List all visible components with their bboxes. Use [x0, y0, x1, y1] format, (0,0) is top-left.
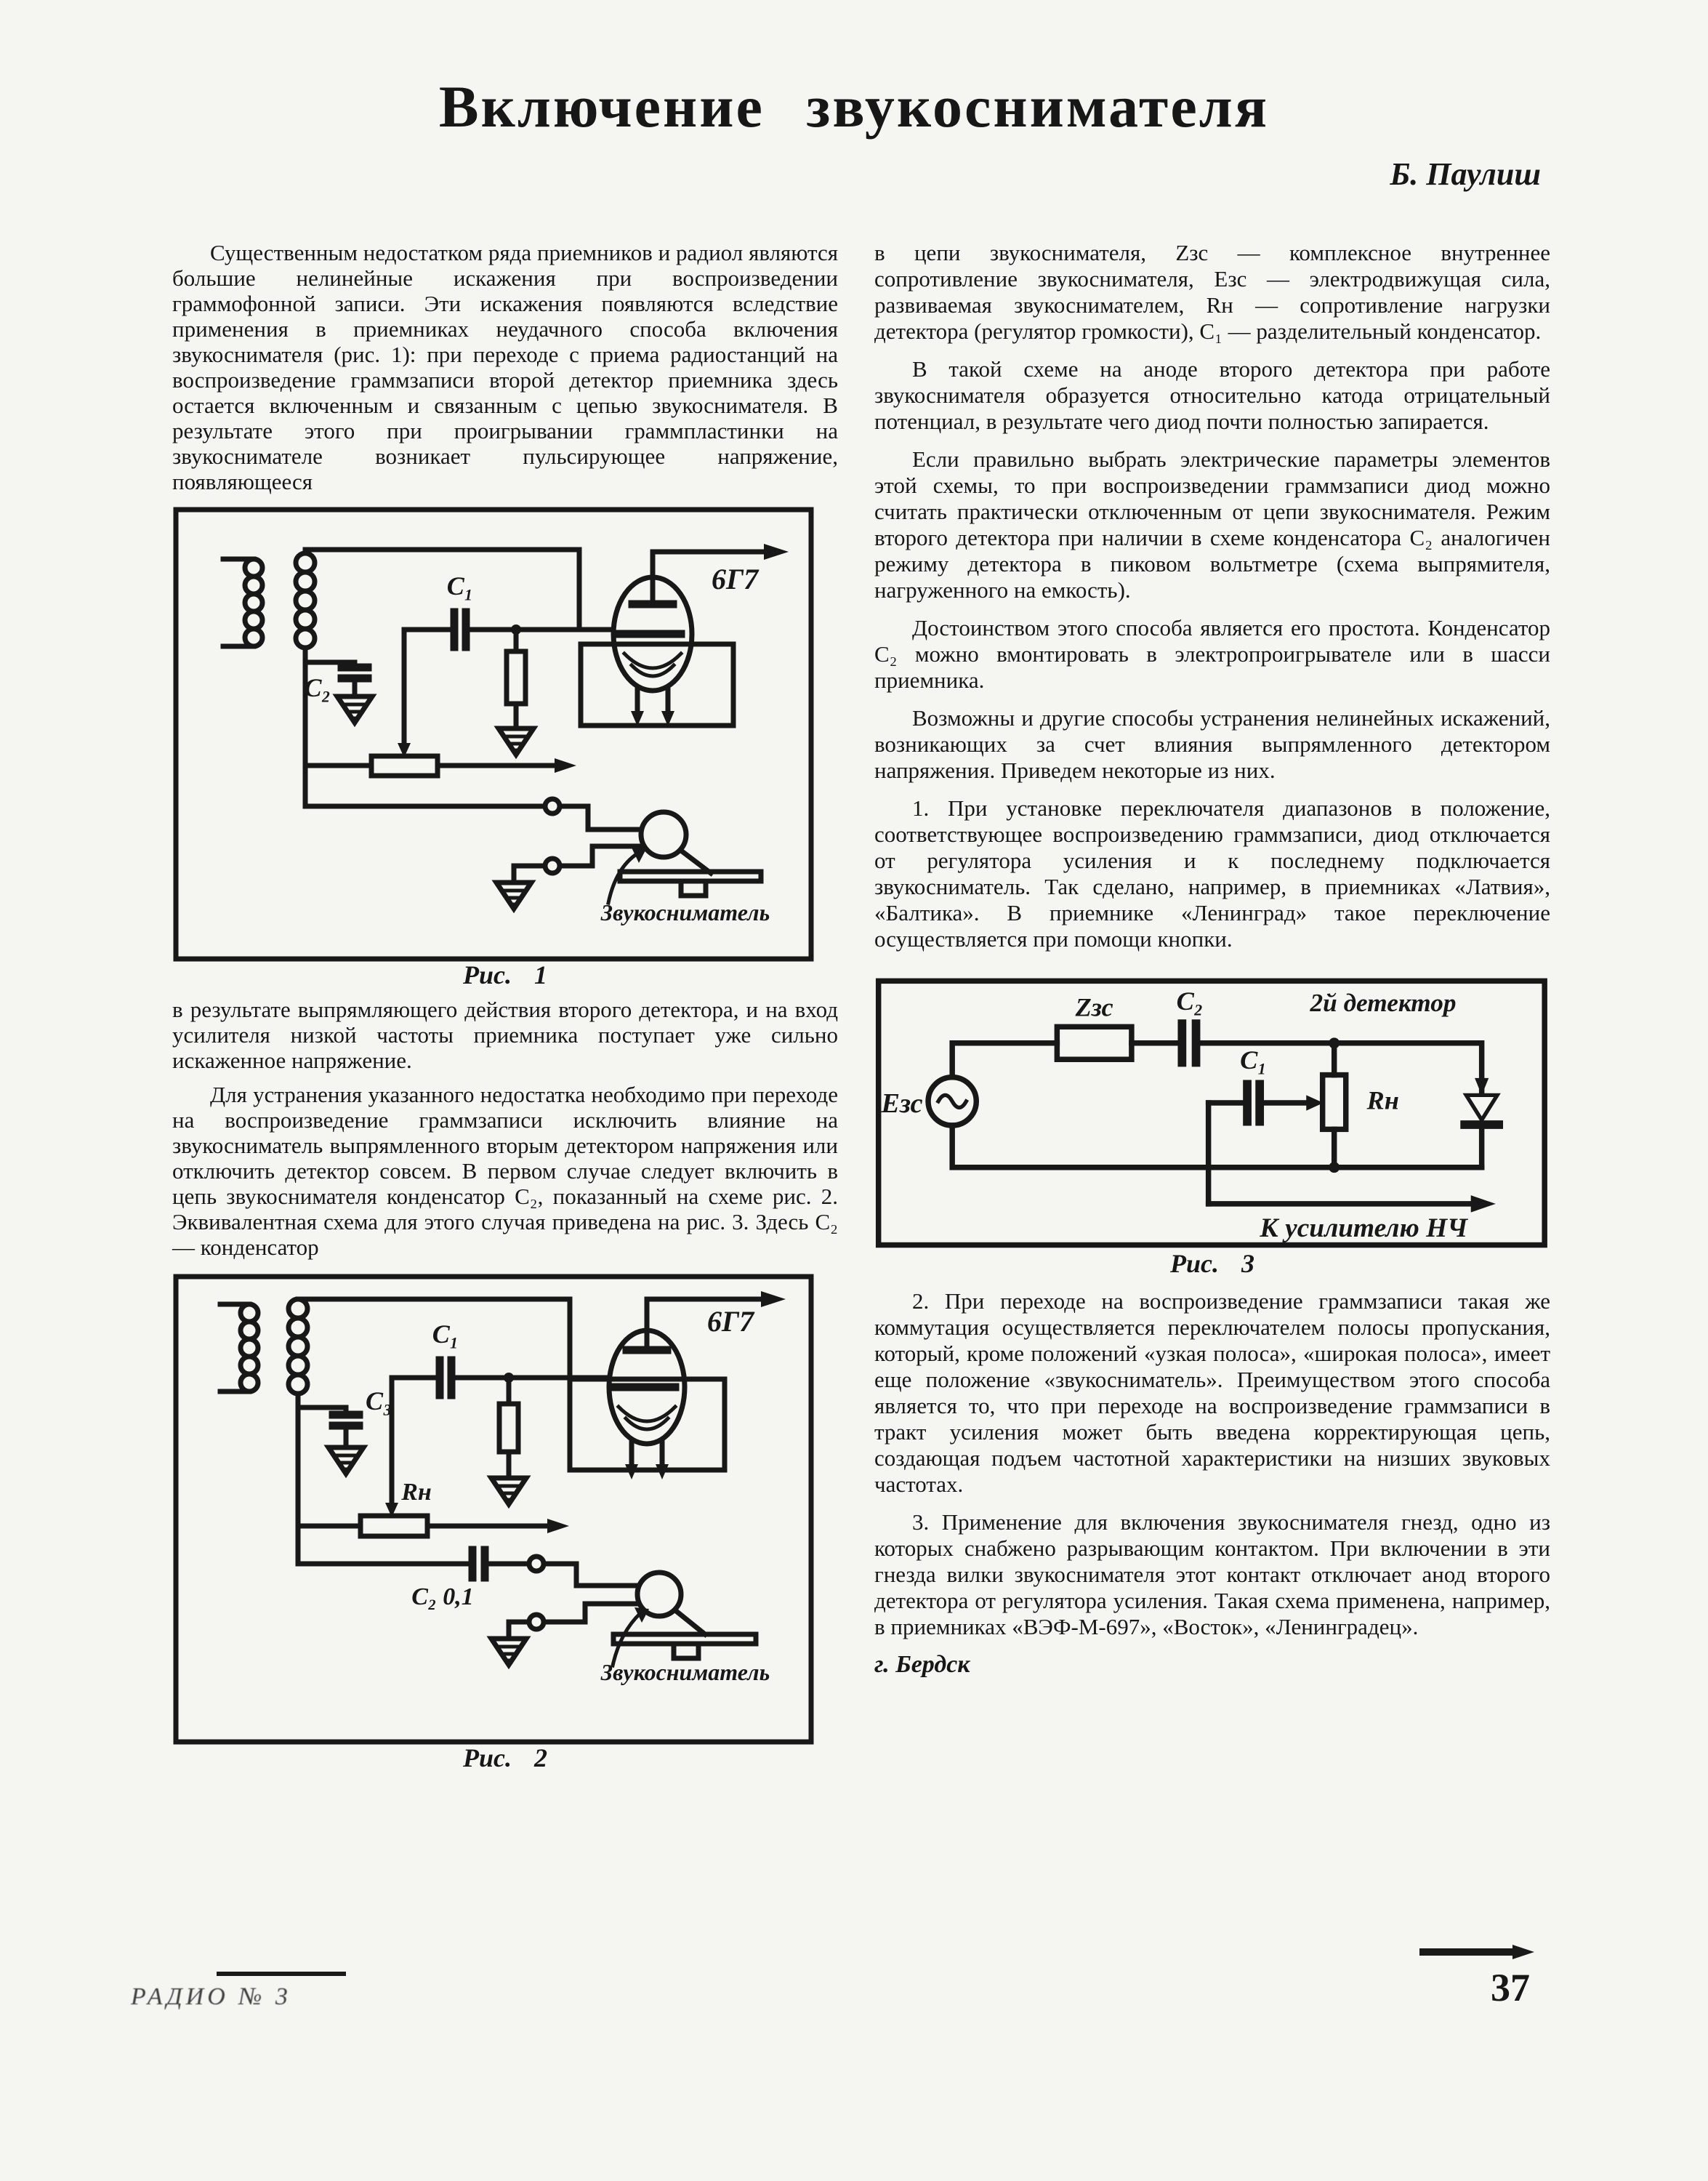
- figure-2-caption: Рис. 2: [463, 1743, 547, 1772]
- figure-2-schematic: [172, 1273, 838, 1746]
- ground-icon: [491, 1478, 526, 1504]
- ground-icon: [329, 1447, 363, 1474]
- journal-issue-label: РАДИО № 3: [131, 1983, 291, 2010]
- fig1-label-c2: C₂: [304, 673, 331, 702]
- figure-1-schematic: [172, 506, 838, 963]
- ground-icon: [499, 728, 533, 755]
- diode-icon: [1466, 1095, 1497, 1120]
- paragraph: В такой схеме на аноде второго детектора при работе звукоснимателя образуется относительно катода отрицательный потенциал, в результате чего диод почти полностью запирается.: [874, 356, 1550, 434]
- fig3-label-output: К усилителю НЧ: [1260, 1213, 1468, 1243]
- figure-3-schematic: [874, 977, 1550, 1250]
- paragraph: Для устранения указанного недостатка необходимо при переходе на воспроизведение граммзаписи исключить влияние на звукосниматель выпрямленного вторым детектором напряжения или отключить детектор совсем. В первом случае следует включить в цепь звукоснимателя конденсатор C₂, показанный на схеме рис. 2. Эквивалентная схема для этого случая приведена на рис. 3. Здесь C₂ — конденсатор: [172, 1082, 838, 1260]
- fig3-label-z: Zзс: [1075, 992, 1113, 1022]
- paragraph: Возможны и другие способы устранения нелинейных искажений, возникающих за счет влияния выпрямленного детектором напряжения. Приведем некоторые из них.: [874, 705, 1550, 783]
- transformer-coils-icon: [223, 553, 315, 648]
- circuit-diagram-fig3: [874, 977, 1550, 1250]
- impedance-box: [1057, 1027, 1132, 1059]
- paragraph: в цепи звукоснимателя, Zзс — комплексное внутреннее сопротивление звукоснимателя, Eзс — электродвижущая сила, развиваемая звукоснимателем, Rн — сопротивление нагрузки детектора (регулятор громкости), C₁ — разделительный конденсатор.: [874, 240, 1550, 344]
- wiring: [298, 1291, 786, 1666]
- paragraph: Достоинством этого способа является его простота. Конденсатор C₂ можно вмонтировать в электропроигрывателе или в шасси приемника.: [874, 615, 1550, 693]
- fig2-label-c3: C₃: [366, 1386, 392, 1415]
- fig3-label-c2: C₂: [1176, 986, 1204, 1016]
- left-column: [172, 240, 838, 1780]
- ground-icon: [496, 883, 531, 909]
- fig1-label-c1: C₁: [446, 571, 474, 601]
- load-resistor: [1323, 1075, 1346, 1130]
- ground-icon: [491, 1639, 526, 1665]
- fig3-label-rn: Rн: [1366, 1085, 1399, 1115]
- paragraph: 1. При установке переключателя диапазонов в положение, соответствующее воспроизведению граммзаписи, диод отключается от регулятора усиления и к последнему подключается звукосниматель. Так сделано, например, в приемниках «Латвия», «Балтика». В приемнике «Ленинград» такое переключение осуществляется при помощи кнопки.: [874, 795, 1550, 952]
- resistor: [507, 651, 525, 704]
- page-arrow-icon: [1414, 1943, 1537, 1961]
- fig2-label-c2: C₂ 0,1: [411, 1583, 474, 1610]
- paragraph: 3. Применение для включения звукоснимателя гнезд, одно из которых снабжено разрывающим контактом. При включении в эти гнезда вилки звукоснимателя этот контакт отключает анод второго детектора от регулятора усиления. Такая схема применена, например, в приемниках «ВЭФ-М-697», «Восток», «Ленинградец».: [874, 1509, 1550, 1639]
- ground-icon: [337, 696, 372, 723]
- page-number: 37: [1491, 1966, 1530, 2009]
- article-author: Б. Паулиш: [1390, 156, 1541, 192]
- figure-3-caption: Рис. 3: [1170, 1249, 1254, 1278]
- fig3-label-detector: 2й детектор: [1310, 989, 1457, 1017]
- fig2-label-rn: Rн: [401, 1479, 432, 1506]
- article-title: Включение звукоснимателя: [438, 73, 1270, 140]
- circuit-diagram-fig2: [172, 1273, 815, 1746]
- fig1-label-tube: 6Г7: [712, 563, 759, 595]
- fig2-label-c1: C₁: [432, 1320, 459, 1349]
- paragraph: Существенным недостатком ряда приемников и радиол являются большие нелинейные искажения при воспроизведении граммофонной записи. Эти искажения появляются вследствие применения в приемниках неудачного способа включения звукоснимателя (рис. 1): при переходе с приема радиостанций на воспроизведение граммзаписи второй детектор приемника здесь остается включенным и связанным с цепью звукоснимателя. В результате этого при проигрывании граммпластинки на звукоснимателе возникает пульсирующее напряжение, появляющееся: [172, 240, 838, 494]
- paragraph: в результате выпрямляющего действия второго детектора, и на вход усилителя низкой частоты приемника поступает уже сильно искаженное напряжение.: [172, 997, 838, 1073]
- paragraph: Если правильно выбрать электрические параметры элементов этой схемы, то при воспроизведении граммзаписи диод можно считать практически отключенным от цепи звукоснимателя. Режим второго детектора при наличии в схеме конденсатора C₂ аналогичен режиму детектора в пиковом вольтметре (схема выпрямителя, нагруженного на емкость).: [874, 446, 1550, 603]
- page-number-block: [1414, 1943, 1537, 2010]
- footer-journal: [131, 1972, 392, 2011]
- fig2-label-tube: 6Г7: [707, 1305, 754, 1338]
- circuit-diagram-fig1: [172, 506, 815, 963]
- right-column: [874, 240, 1550, 1690]
- potentiometer: [371, 756, 438, 776]
- wiring: [928, 1024, 1499, 1213]
- figure-1-caption: Рис. 1: [463, 960, 547, 989]
- potentiometer: [360, 1516, 427, 1536]
- fig2-label-pickup: Звукосниматель: [600, 1659, 770, 1685]
- fig3-label-c1: C₁: [1240, 1045, 1268, 1075]
- fig3-label-source: Eзс: [881, 1088, 923, 1119]
- byline-city: г. Бердск: [874, 1651, 970, 1678]
- wiring: [305, 544, 789, 909]
- fig1-label-pickup: Звукосниматель: [600, 899, 770, 925]
- resistor: [499, 1404, 518, 1452]
- footer-rule: [217, 1972, 346, 1976]
- paragraph: 2. При переходе на воспроизведение граммзаписи такая же коммутация осуществляется переключателем полосы пропускания, который, кроме положений «узкая полоса», «широкая полоса», имеет еще положение «звукосниматель». Преимуществом этого способа является то, что при переходе на воспроизведение граммзаписи в тракт усиления может быть введена корректирующая цепь, создающая подъем частотной характеристики на низших звуковых частотах.: [874, 1288, 1550, 1497]
- transformer-coils-icon: [220, 1299, 307, 1394]
